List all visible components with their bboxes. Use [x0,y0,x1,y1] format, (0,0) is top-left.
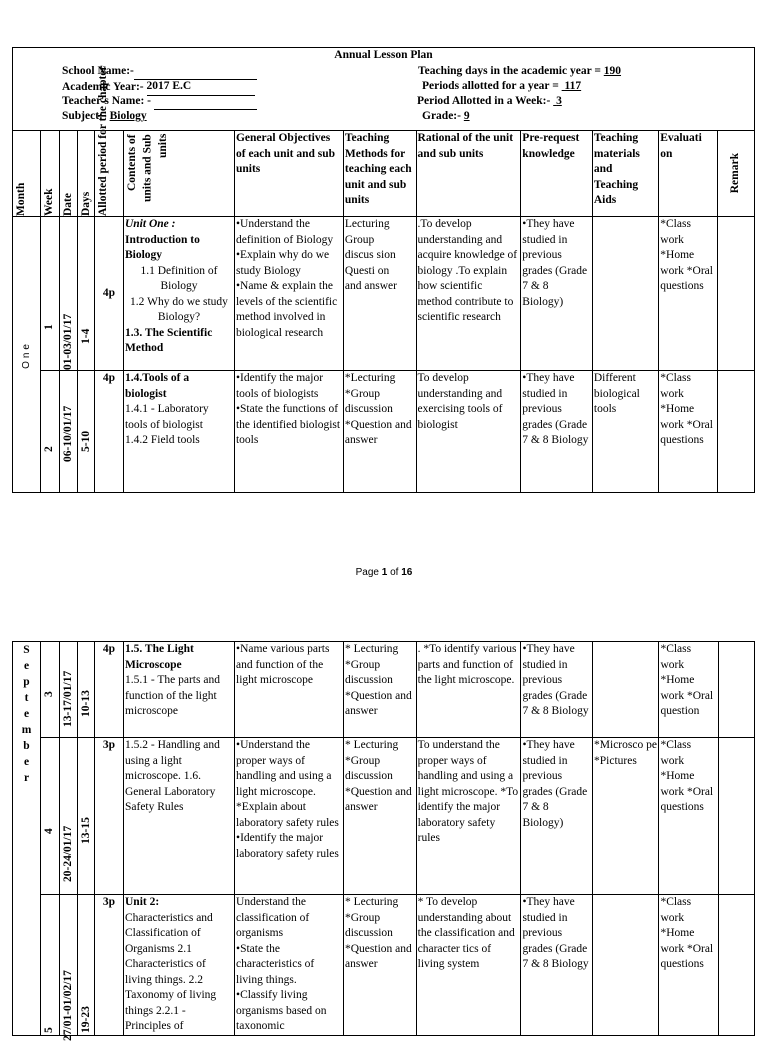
days-cell: 5-10 [78,371,95,493]
col-rational: Rational of the unit and sub units [416,131,521,217]
materials-cell [592,217,658,371]
col-contents: Contents of units and Sub units [123,131,234,217]
objectives-cell: • Name various parts and function of the light microscope [235,642,344,738]
date-cell: 27/01-01/02/17 [59,895,78,1036]
subject: Subject:- Biology [62,110,147,122]
remark-cell [718,642,754,738]
month-cell: One [13,217,41,493]
prereq-cell: • They have studied in previous grades (Grade 7 & 8 Biology) [521,217,593,371]
col-evaluation: Evaluati on [659,131,718,217]
col-week: Week [41,131,60,217]
days-cell: 19-23 [78,895,95,1036]
lesson-plan-table-page2 [12,641,755,1041]
period-cell: 4p [94,217,123,371]
week-cell: 4 [41,738,60,895]
content-cell: 1.5.2 - Handling and using a light microscope. 1.6. General Laboratory Safety Rules [124,738,235,895]
methods-cell: * Lecturing *Group discussion *Question and answer [343,642,416,738]
prereq-cell: • They have studied in previous grades (Grade 7 & 8 Biology [521,371,593,493]
objectives-cell: Understand the classification of organisms • State the characteristics of living things. • Classify living organisms based on taxonomic [235,895,344,1036]
school-name: School Name:- [62,64,257,80]
date-cell: 13-17/01/17 [59,642,78,738]
content-cell: Unit One : Introduction to Biology 1.1 Definition of Biology 1.2 Why do we study Biology? 1.3. The Scientific Method [123,217,234,371]
rational-cell: . *To identify various parts and function of the light microscope. [416,642,521,738]
evaluation-cell: *Class work *Home work *Oral questions [659,738,718,895]
methods-cell: * Lecturing *Group discussion *Question and answer [343,895,416,1036]
week-cell: 3 [41,642,60,738]
content-cell: 1.5. The Light Microscope 1.5.1 - The parts and function of the light microscope [124,642,235,738]
col-remark: Remark [718,131,755,217]
header-info-block [13,48,755,131]
remark-cell [718,738,754,895]
date-cell: 20-24/01/17 [59,738,78,895]
rational-cell: To understand the proper ways of handling and using a light microscope. *To identify the major laboratory safety rules [416,738,521,895]
remark-cell [718,217,755,371]
materials-cell: *Microsco pe *Pictures [593,738,659,895]
rational-cell: To develop understanding and exercising tools of biologist [416,371,521,493]
days-cell: 1-4 [78,217,95,371]
table-row [13,738,755,895]
teaching-days: Teaching days in the academic year = 190 [418,65,622,77]
prereq-cell: • They have studied in previous grades (Grade 7 & 8 Biology) [521,738,593,895]
days-cell: 10-13 [78,642,95,738]
period-cell: 4p [94,371,123,493]
prereq-cell: • They have studied in previous grades (Grade 7 & 8 Biology [521,642,593,738]
content-cell: Unit 2: Characteristics and Classification of Organisms 2.1 Characteristics of living things. 2.2 Taxonomy of living things 2.2.1 - Principles of [124,895,235,1036]
objectives-cell: • Understand the definition of Biology • Explain why do we study Biology •Name & explain the levels of the scientific method involved in biological research [234,217,343,371]
periods-year: Periods allotted for a year = 117 [422,80,582,92]
lesson-plan-table-page1 [12,47,755,493]
week-cell: 1 [41,217,60,371]
col-methods: Teaching Methods for teaching each unit and sub units [343,131,416,217]
rational-cell: .To develop understanding and acquire knowledge of biology .To explain how scientific method contribute to scientific research [416,217,521,371]
prereq-cell: • They have studied in previous grades (Grade 7 & 8 Biology [521,895,593,1036]
date-cell: 06-10/01/17 [59,371,78,493]
page-footer: Page 1 of 16 [355,567,413,578]
period-cell: 3p [94,895,123,1036]
col-materials: Teaching materials and Teaching Aids [592,131,658,217]
remark-cell [718,371,755,493]
col-days: Days [78,131,95,217]
academic-year: Academic Year:- 2017 E.C [62,79,255,96]
col-date: Date [59,131,78,217]
materials-cell [593,895,659,1036]
date-cell: 01-03/01/17 [59,217,78,371]
evaluation-cell: *Class work *Home work *Oral questions [659,371,718,493]
evaluation-cell: *Class work *Home work *Oral question [659,642,718,738]
objective-text: •Name & explain the levels of the scientific method involved in biological research [235,280,338,339]
week-cell: 5 [41,895,60,1036]
col-month: Month [13,131,41,217]
materials-cell [593,642,659,738]
col-objectives: General Objectives of each unit and sub units [234,131,343,217]
materials-cell: Different biological tools [592,371,658,493]
teacher-name: Teacher's Name: - [62,94,257,110]
col-allotted: Allotted period for the chapter [94,131,123,217]
table-row [13,895,755,1036]
column-header-row [13,131,755,217]
methods-cell: Lecturing Group discus sion Questi on and answer [343,217,416,371]
page-title: Annual Lesson Plan [334,49,433,61]
evaluation-cell: *Class work *Home work *Oral questions [659,217,718,371]
methods-cell: * Lecturing *Group discussion *Question and answer [343,738,416,895]
rational-cell: * To develop understanding about the classification and character tics of living system [416,895,521,1036]
table-row [13,371,755,493]
remark-cell [718,895,754,1036]
grade: Grade:- 9 [422,110,470,122]
methods-cell: *Lecturing *Group discussion *Question and answer [343,371,416,493]
col-prereq: Pre-request knowledge [521,131,593,217]
period-cell: 3p [94,738,123,895]
objectives-cell: • Understand the proper ways of handling and using a light microscope. *Explain about laboratory safety rules • Identify the major laboratory safety rules [235,738,344,895]
table-row [13,217,755,371]
table-row [13,642,755,738]
content-cell: 1.4.Tools of a biologist 1.4.1 - Laboratory tools of biologist 1.4.2 Field tools [123,371,234,493]
objectives-cell: • Identify the major tools of biologists • State the functions of the identified biologist tools [234,371,343,493]
evaluation-cell: *Class work *Home work *Oral questions [659,895,718,1036]
days-cell: 13-15 [78,738,95,895]
period-week: Period Allotted in a Week:- 3 [417,95,562,107]
week-cell: 2 [41,371,60,493]
period-cell: 4p [94,642,123,738]
month-cell-september: S e p t e m b e r [13,642,41,1036]
